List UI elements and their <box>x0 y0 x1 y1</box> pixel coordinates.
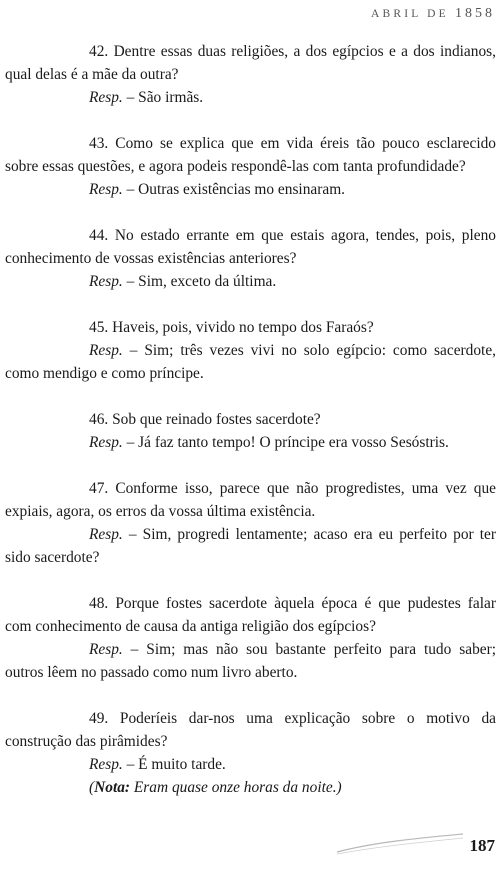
question-text: 46. Sob que reinado fostes sacerdote? <box>89 411 321 428</box>
note-line <box>5 776 496 799</box>
answer-line <box>5 638 496 684</box>
answer-line <box>5 270 496 293</box>
answer-label: Resp. <box>89 273 123 290</box>
answer-text: – Sim, exceto da última. <box>122 273 277 290</box>
answer-line <box>5 523 496 569</box>
qa-item <box>5 316 496 385</box>
decorative-swoosh-icon <box>335 830 465 860</box>
header-month: ABRIL DE <box>371 8 449 20</box>
qa-item <box>5 477 496 569</box>
qa-item <box>5 132 496 201</box>
answer-label: Resp. <box>89 641 123 658</box>
answer-line <box>5 431 496 454</box>
note-label: Nota: <box>94 779 131 796</box>
note-text: Eram quase onze horas da noite.) <box>130 779 342 796</box>
answer-line <box>5 339 496 385</box>
question-text: 45. Haveis, pois, vivido no tempo dos Faraós? <box>89 319 374 336</box>
answer-line <box>5 86 496 109</box>
answer-line <box>5 753 496 776</box>
qa-item <box>5 40 496 109</box>
answer-line <box>5 178 496 201</box>
question-text: 44. No estado errante em que estais agora, tendes, pois, pleno conhecimento de vossas existências anteriores? <box>5 227 496 267</box>
answer-text: – É muito tarde. <box>122 756 226 773</box>
answer-label: Resp. <box>89 181 123 198</box>
question-text: 42. Dentre essas duas religiões, a dos egípcios e a dos indianos, qual delas é a mãe da outra? <box>5 43 496 83</box>
answer-text: – Sim, progredi lentamente; acaso era eu perfeito por ter sido sacerdote? <box>5 526 496 566</box>
question-text: 47. Conforme isso, parece que não progredistes, uma vez que expiais, agora, os erros da vossa última existência. <box>5 480 496 520</box>
qa-item <box>5 224 496 293</box>
question-text: 49. Poderíeis dar-nos uma explicação sobre o motivo da construção das pirâmides? <box>5 710 496 750</box>
header-year: 1858 <box>455 6 495 21</box>
question-text: 43. Como se explica que em vida éreis tão pouco esclarecido sobre essas questões, e agora podeis respondê-las com tanta profundidade? <box>5 135 496 175</box>
answer-text: – Sim; três vezes vivi no solo egípcio: como sacerdote, como mendigo e como príncipe. <box>5 342 496 382</box>
qa-item <box>5 408 496 454</box>
answer-text: – Outras existências mo ensinaram. <box>122 181 346 198</box>
answer-label: Resp. <box>89 756 123 773</box>
qa-item <box>5 707 496 799</box>
answer-text: – Sim; mas não sou bastante perfeito para tudo saber; outros lêem no passado como num livro aberto. <box>5 641 496 681</box>
answer-label: Resp. <box>89 526 123 543</box>
page-number: 187 <box>469 836 495 855</box>
qa-item <box>5 592 496 684</box>
answer-label: Resp. <box>89 434 123 451</box>
running-header <box>371 6 495 22</box>
answer-label: Resp. <box>89 342 123 359</box>
answer-text: – Já faz tanto tempo! O príncipe era vosso Sesóstris. <box>122 434 449 451</box>
page-body <box>5 40 496 799</box>
note-open-paren: ( <box>89 779 95 796</box>
answer-label: Resp. <box>89 89 123 106</box>
answer-text: – São irmãs. <box>122 89 204 106</box>
question-text: 48. Porque fostes sacerdote àquela época é que pudestes falar com conhecimento de causa da antiga religião dos egípcios? <box>5 595 496 635</box>
